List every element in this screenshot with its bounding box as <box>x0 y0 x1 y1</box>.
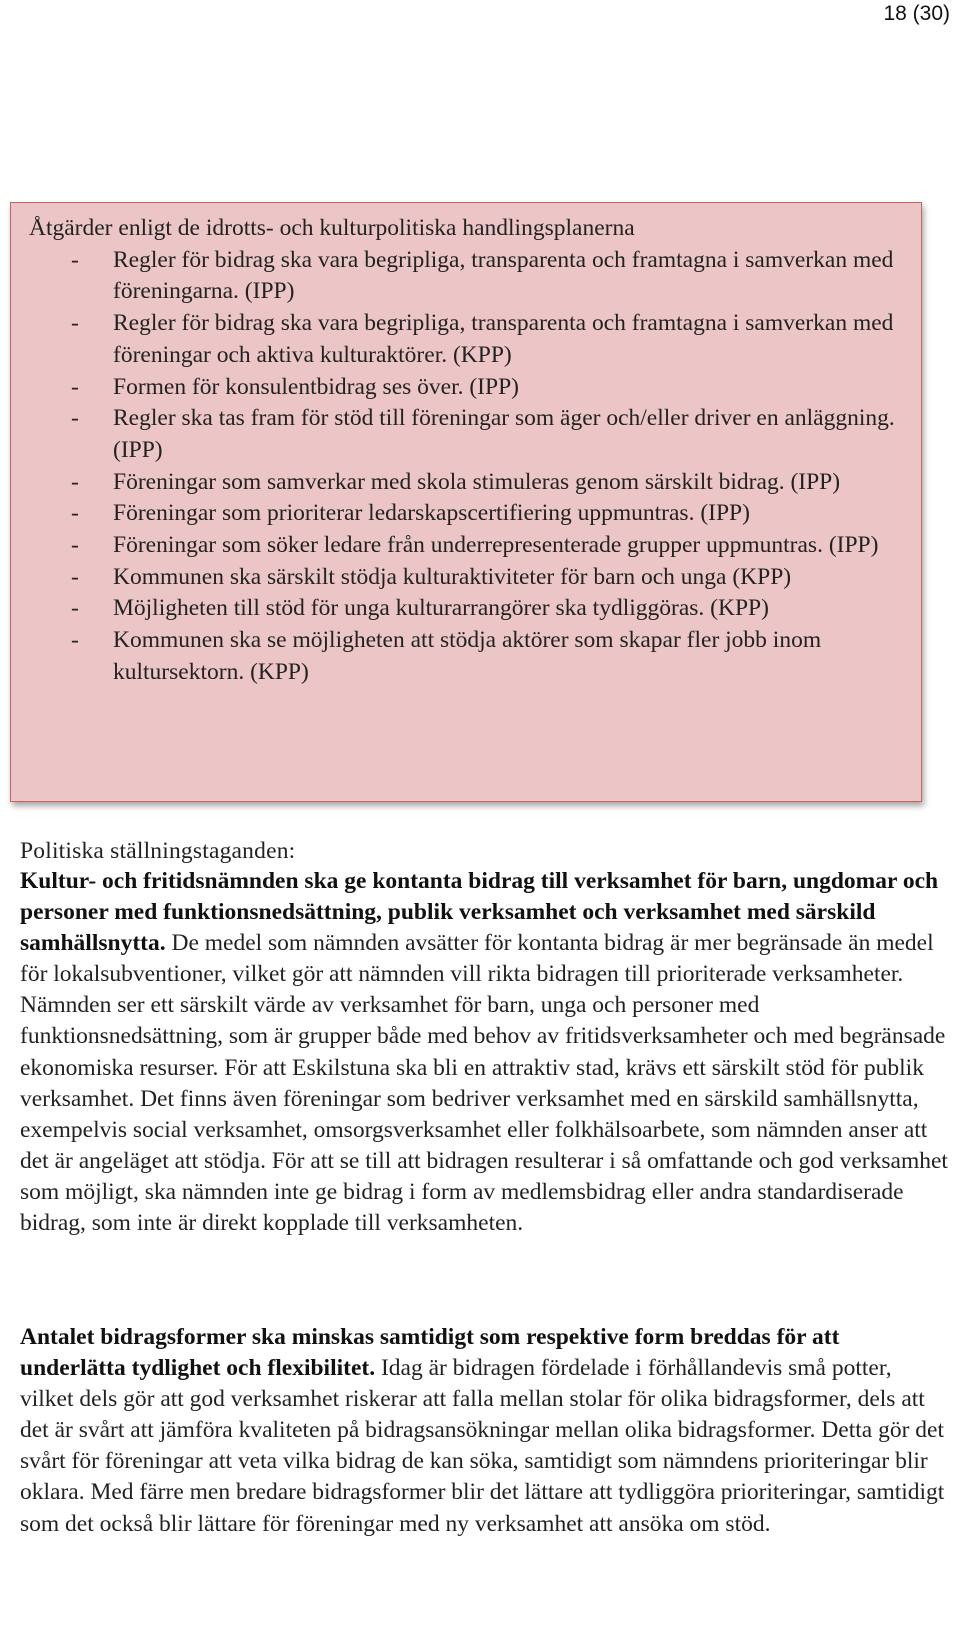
stance-paragraph <box>20 866 950 1239</box>
list-item-text: Regler för bidrag ska vara begripliga, transparenta och framtagna i samverkan med föreningarna. (IPP) <box>113 246 894 305</box>
list-item: - Regler för bidrag ska vara begripliga, transparenta och framtagna i samverkan med föreningar och aktiva kulturaktörer. (KPP) <box>71 310 894 368</box>
stance-body: De medel som nämnden avsätter för kontanta bidrag är mer begränsade än medel för lokalsubventioner, vilket gör att nämnden vill rikta bidragen till prioriterade verksamheter. Nämnden ser ett särskilt värde av verksamhet för barn, unga och personer med funktionsnedsättning, som är grupper både med behov av fritidsverksamheter och med begränsade ekonomiska resurser. För att Eskilstuna ska bli en attraktiv stad, krävs ett särskilt stöd för publik verksamhet. Det finns även föreningar som bedriver verksamhet med en särskild samhällsnytta, exempelvis social verksamhet, omsorgsverksamhet eller folkhälsoarbete, som nämnden anser att det är angeläget att stödja. För att se till att bidragen resulterar i så omfattande och god verksamhet som möjligt, ska nämnden inte ge bidrag i form av medlemsbidrag eller andra standardiserade bidrag, som inte är direkt kopplade till verksamheten. <box>20 930 948 1237</box>
action-plan-box <box>10 202 922 802</box>
list-item: - Kommunen ska särskilt stödja kulturaktiviteter för barn och unga (KPP) <box>71 563 792 590</box>
list-item-text: Regler ska tas fram för stöd till föreningar som äger och/eller driver en anläggning. (IPP) <box>113 405 895 463</box>
action-plan-title: Åtgärder enligt de idrotts- och kulturpolitiska handlingsplanerna <box>29 215 635 241</box>
list-item: - Föreningar som samverkar med skola stimuleras genom särskilt bidrag. (IPP) <box>71 468 841 495</box>
list-item: - Kommunen ska se möjligheten att stödja aktörer som skapar fler jobb inom kultursektorn. (KPP) <box>71 627 822 685</box>
list-item: - Föreningar som prioriterar ledarskapscertifiering uppmuntras. (IPP) <box>71 500 750 527</box>
list-item-text: Föreningar som prioriterar ledarskapscertifiering uppmuntras. (IPP) <box>113 500 750 527</box>
list-item-text: Möjligheten till stöd för unga kulturarrangörer ska tydliggöras. (KPP) <box>113 595 769 622</box>
list-item-text: Kommunen ska särskilt stödja kulturaktiviteter för barn och unga (KPP) <box>113 563 792 590</box>
stance-body: Idag är bidragen fördelade i förhållandevis små potter, vilket dels gör att god verksamhet riskerar att falla mellan stolar för olika bidragsformer, dels att det är svårt att jämföra kvaliteten på bidragsansökningar mellan olika bidragsformer. Detta gör det svårt för föreningar att veta vilka bidrag de kan söka, samtidigt som nämndens prioriteringar blir oklara. Med färre men bredare bidragsformer blir det lättare att tydliggöra prioriteringar, samtidigt som det också blir lättare för föreningar med ny verksamhet att ansöka om stöd. <box>20 1355 945 1537</box>
stance-statement: Antalet bidragsformer ska minskas samtidigt som respektive form breddas för att underlätta tydlighet och flexibilitet. <box>20 1324 840 1382</box>
list-item-text: Regler för bidrag ska vara begripliga, transparenta och framtagna i samverkan med föreningar och aktiva kulturaktörer. (KPP) <box>113 310 894 368</box>
list-item: - Föreningar som söker ledare från underrepresenterade grupper uppmuntras. (IPP) <box>71 532 879 559</box>
stance-heading: Politiska ställningstaganden: <box>20 838 296 864</box>
page-number: 18 (30) <box>883 2 950 25</box>
stance-paragraph <box>20 1322 950 1540</box>
stance-statement: Kultur- och fritidsnämnden ska ge kontanta bidrag till verksamhet för barn, ungdomar och personer med funktionsnedsättning, publik verksamhet och verksamhet med särskild samhällsnytta. <box>20 868 939 957</box>
list-item: - Möjligheten till stöd för unga kulturarrangörer ska tydliggöras. (KPP) <box>71 595 769 622</box>
list-item: - Regler ska tas fram för stöd till föreningar som äger och/eller driver en anläggning. (IPP) <box>71 405 895 463</box>
list-item-text: Formen för konsulentbidrag ses över. (IPP) <box>113 373 519 400</box>
action-plan-list <box>29 245 907 689</box>
list-item: - Regler för bidrag ska vara begripliga, transparenta och framtagna i samverkan med föreningarna. (IPP) <box>71 246 894 305</box>
list-item-text: Föreningar som samverkar med skola stimuleras genom särskilt bidrag. (IPP) <box>113 468 841 495</box>
list-item-text: Föreningar som söker ledare från underrepresenterade grupper uppmuntras. (IPP) <box>113 532 879 559</box>
list-item: - Formen för konsulentbidrag ses över. (IPP) <box>71 373 519 400</box>
list-item-text: Kommunen ska se möjligheten att stödja aktörer som skapar fler jobb inom kultursektorn. (KPP) <box>113 627 822 685</box>
